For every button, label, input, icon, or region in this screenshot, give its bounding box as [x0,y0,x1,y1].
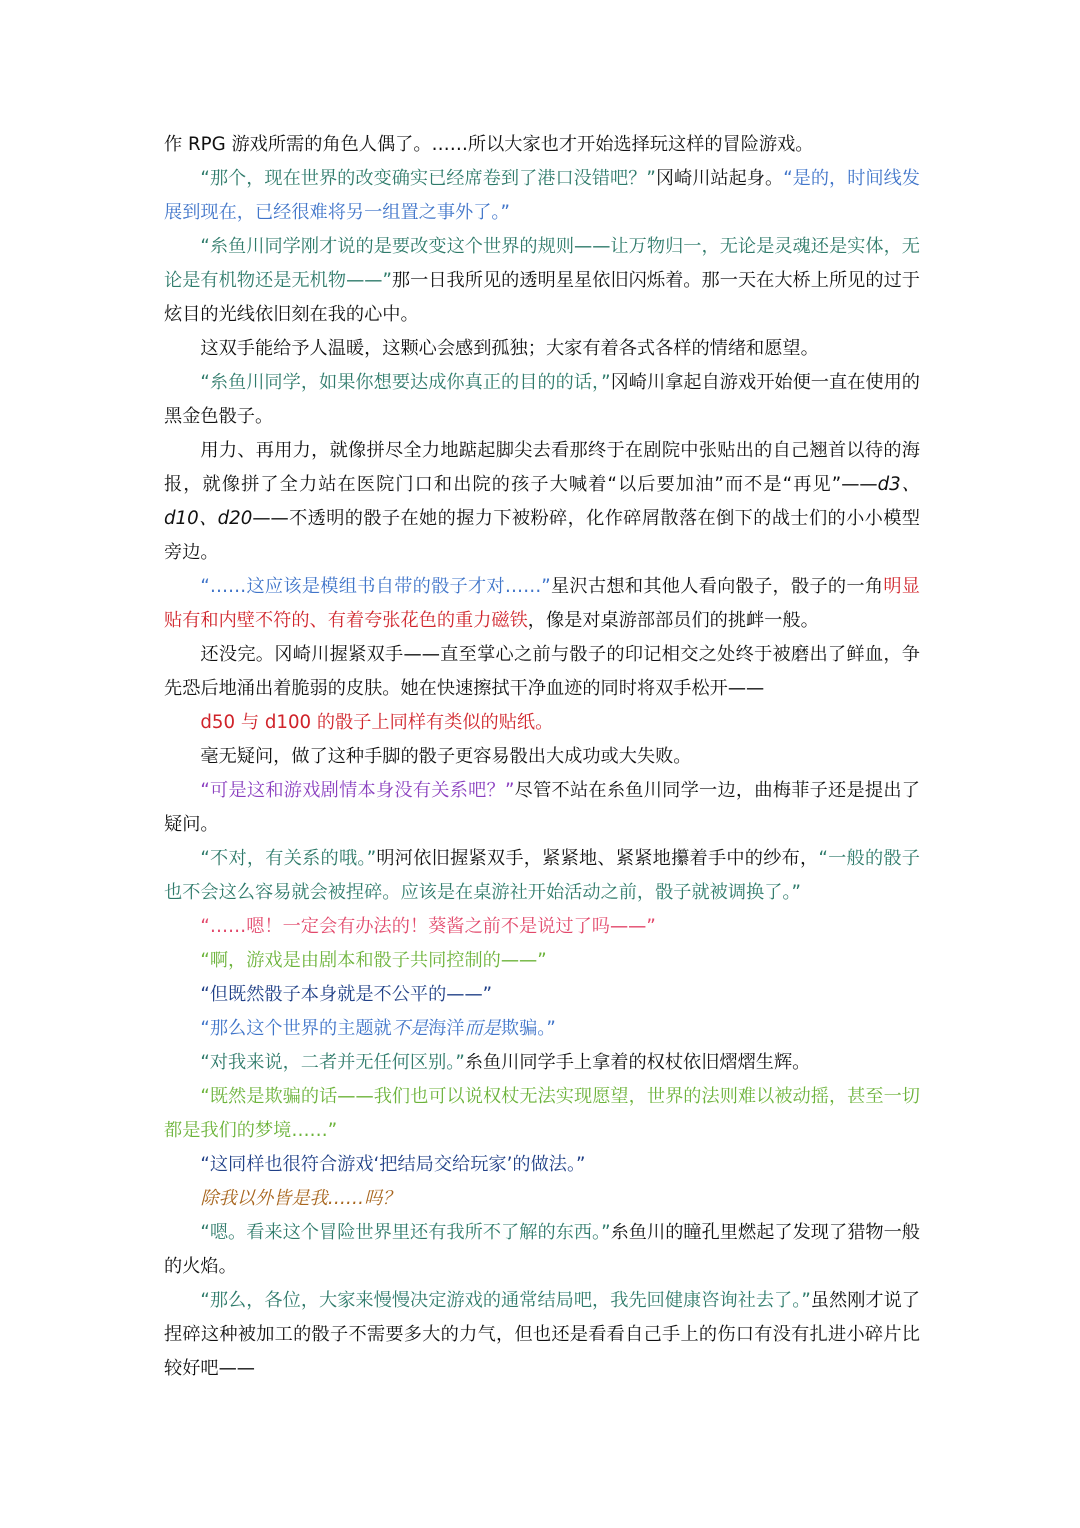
narration-text: 那一日我所见的透明星星依旧闪烁着。那一天在大桥上所见的过于炫目的光线依旧刻在我的心中。 [164,270,920,325]
highlight-text: 明显贴有和内壁不符的、有着夸张花色的重力磁铁 [164,576,920,631]
dialogue-text: “一般的骰子也不会这么容易就会被捏碎。应该是在桌游社开始活动之前，骰子就被调换了。” [164,848,920,903]
inner-thought-text: 除我以外皆是我……吗？ [200,1188,401,1209]
dialogue-text: “不对，有关系的哦。” [200,848,377,869]
paragraph [164,1080,920,1148]
paragraph [164,706,920,740]
paragraph [164,740,920,774]
paragraph [164,842,920,910]
paragraph [164,1046,920,1080]
paragraph [164,978,920,1012]
narration-text: 还没完。冈崎川握紧双手——直至掌心之前与骰子的印记相交之处终于被磨出了鲜血，争先恐后地涌出着脆弱的皮肤。她在快速擦拭干净血迹的同时将双手松开—— [164,644,920,699]
paragraph [164,1284,920,1386]
paragraph [164,944,920,978]
narration-text: 明河依旧握紧双手，紧紧地、紧紧地攥着手中的纱布， [376,848,819,869]
narration-text: 尽管不站在糸鱼川同学一边，曲梅菲子还是提出了疑问。 [164,780,920,835]
narration-text: 冈崎川拿起自游戏开始便一直在使用的黑金色骰子。 [164,372,920,427]
dialogue-text: “是的，时间线发展到现在，已经很难将另一组置之事外了。” [164,168,920,223]
dice-names-text: d3、d10、d20 [164,474,920,529]
dialogue-text: “糸鱼川同学刚才说的是要改变这个世界的规则——让万物归一，无论是灵魂还是实体，无论是有机物还是无机物——” [164,236,920,291]
dialogue-text: 海洋 [428,1018,465,1039]
narration-text: 糸鱼川的瞳孔里燃起了发现了猎物一般的火焰。 [164,1222,920,1277]
paragraph [164,910,920,944]
narration-text: ——不透明的骰子在她的握力下被粉碎，化作碎屑散落在倒下的战士们的小小模型旁边。 [164,508,920,563]
paragraph [164,774,920,842]
dialogue-text: “那么这个世界的主题就 [200,1018,392,1039]
narration-text: 用力、再用力，就像拼尽全力地踮起脚尖去看那终于在剧院中张贴出的自己翘首以待的海报，就像拼了全力站在医院门口和出院的孩子大喊着“以后要加油”而不是“再见”—— [164,440,920,495]
emphasis-text: 而是 [464,1018,501,1039]
narration-text: 这双手能给予人温暖，这颗心会感到孤独；大家有着各式各样的情绪和愿望。 [200,338,819,359]
dialogue-text: 欺骗。” [500,1018,556,1039]
dialogue-text: “嗯。看来这个冒险世界里还有我所不了解的东西。” [200,1222,611,1243]
narration-text: 冈崎川站起身。 [655,168,784,189]
paragraph [164,434,920,570]
dialogue-text: “但既然骰子本身就是不公平的——” [200,984,493,1005]
paragraph [164,1182,920,1216]
narration-text: 星沢古想和其他人看向骰子，骰子的一角 [550,576,884,597]
narration-text: 虽然刚才说了捏碎这种被加工的骰子不需要多大的力气，但也还是看看自己手上的伤口有没有扎进小碎片比较好吧—— [164,1290,920,1379]
paragraph [164,366,920,434]
narration-text: 作 RPG 游戏所需的角色人偶了。……所以大家也才开始选择玩这样的冒险游戏。 [164,134,814,155]
dialogue-text: “……嗯！一定会有办法的！葵酱之前不是说过了吗——” [200,916,656,937]
paragraph [164,230,920,332]
dialogue-text: “那么，各位，大家来慢慢决定游戏的通常结局吧，我先回健康咨询社去了。” [200,1290,811,1311]
dialogue-text: “糸鱼川同学，如果你想要达成你真正的目的的话，” [200,372,611,393]
paragraph [164,638,920,706]
dialogue-text: “既然是欺骗的话——我们也可以说权杖无法实现愿望，世界的法则难以被动摇，甚至一切都是我们的梦境……” [164,1086,920,1141]
dialogue-text: “啊，游戏是由剧本和骰子共同控制的——” [200,950,547,971]
paragraph [164,162,920,230]
paragraph [164,1012,920,1046]
narration-text: 毫无疑问，做了这种手脚的骰子更容易骰出大成功或大失败。 [200,746,692,767]
dialogue-text: “那个，现在世界的改变确实已经席卷到了港口没错吧？” [200,168,656,189]
paragraph [164,332,920,366]
paragraph [164,1148,920,1182]
emphasis-text: 不是 [391,1018,429,1039]
dialogue-text: “可是这和游戏剧情本身没有关系吧？” [200,780,515,801]
paragraph [164,1216,920,1284]
narration-text: 糸鱼川同学手上拿着的权杖依旧熠熠生辉。 [464,1052,811,1073]
paragraph [164,570,920,638]
narration-text: ，像是对桌游部部员们的挑衅一般。 [527,610,819,631]
document-page [164,128,920,1386]
paragraph [164,128,920,162]
dialogue-text: “……这应该是模组书自带的骰子才对……” [200,576,551,597]
dialogue-text: “这同样也很符合游戏‘把结局交给玩家’的做法。” [200,1154,586,1175]
dialogue-text: “对我来说，二者并无任何区别。” [200,1052,465,1073]
highlight-text: d50 与 d100 的骰子上同样有类似的贴纸。 [200,712,554,733]
